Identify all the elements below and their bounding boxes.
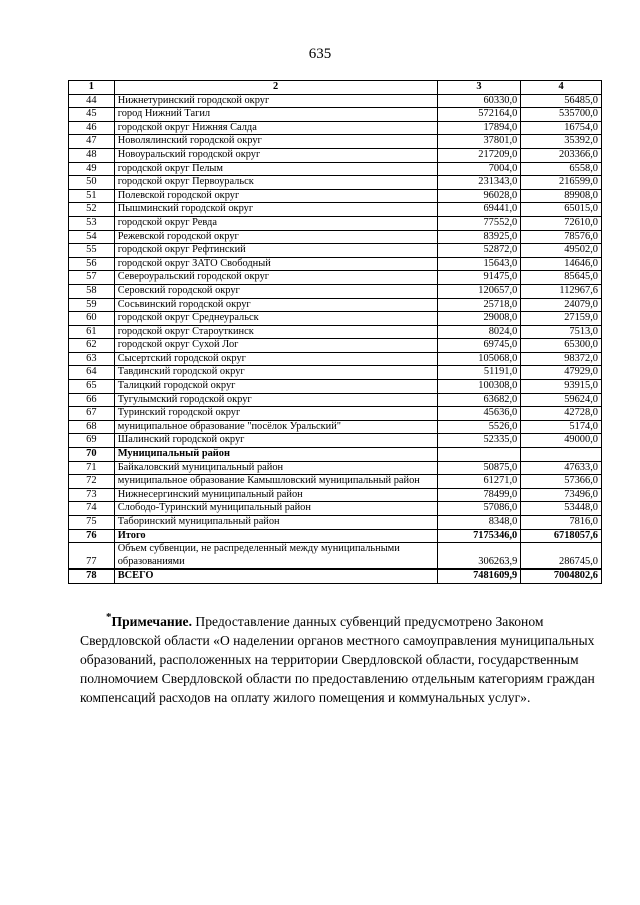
row-value-col3: 57086,0	[437, 502, 521, 516]
footnote-asterisk: *	[106, 611, 112, 624]
row-value-col4: 535700,0	[521, 108, 602, 122]
table-row	[69, 94, 602, 108]
row-value-col3: 69745,0	[437, 339, 521, 353]
row-value-col4: 5174,0	[521, 420, 602, 434]
row-name: Североуральский городской округ	[114, 271, 437, 285]
row-value-col3: 217209,0	[437, 148, 521, 162]
table-row	[69, 189, 602, 203]
row-value-col3: 7004,0	[437, 162, 521, 176]
row-name: городской округ Пелым	[114, 162, 437, 176]
row-name: Слободо-Туринский муниципальный район	[114, 502, 437, 516]
row-value-col3: 63682,0	[437, 393, 521, 407]
row-value-col3: 78499,0	[437, 488, 521, 502]
row-name: Байкаловский муниципальный район	[114, 461, 437, 475]
row-value-col3: 45636,0	[437, 407, 521, 421]
row-name: Нижнетуринский городской округ	[114, 94, 437, 108]
row-name: Шалинский городской округ	[114, 434, 437, 448]
row-value-col4: 57366,0	[521, 475, 602, 489]
row-number: 48	[69, 148, 115, 162]
table-row	[69, 135, 602, 149]
row-number: 64	[69, 366, 115, 380]
row-number: 57	[69, 271, 115, 285]
row-value-col3: 572164,0	[437, 108, 521, 122]
table-row	[69, 121, 602, 135]
row-value-col3: 60330,0	[437, 94, 521, 108]
table-row	[69, 407, 602, 421]
row-value-col3: 50875,0	[437, 461, 521, 475]
row-value-col3: 8024,0	[437, 325, 521, 339]
row-number: 63	[69, 352, 115, 366]
row-value-col4: 53448,0	[521, 502, 602, 516]
row-value-col4: 56485,0	[521, 94, 602, 108]
header-col-4: 4	[521, 81, 602, 95]
row-value-col4: 24079,0	[521, 298, 602, 312]
row-value-col4: 59624,0	[521, 393, 602, 407]
table-row	[69, 312, 602, 326]
header-col-3: 3	[437, 81, 521, 95]
table-row	[69, 257, 602, 271]
row-value-col4: 7004802,6	[521, 569, 602, 583]
row-number: 47	[69, 135, 115, 149]
row-value-col3: 8348,0	[437, 516, 521, 530]
row-number: 60	[69, 312, 115, 326]
row-value-col3: 105068,0	[437, 352, 521, 366]
row-number: 58	[69, 284, 115, 298]
table-row	[69, 244, 602, 258]
row-value-col3: 77552,0	[437, 216, 521, 230]
row-number: 67	[69, 407, 115, 421]
row-value-col3: 306263,9	[437, 543, 521, 570]
row-number: 77	[69, 543, 115, 570]
row-value-col3: 52335,0	[437, 434, 521, 448]
row-name: Новоуральский городской округ	[114, 148, 437, 162]
row-number: 46	[69, 121, 115, 135]
row-number: 52	[69, 203, 115, 217]
row-name: Пышминский городской округ	[114, 203, 437, 217]
table-row	[69, 569, 602, 583]
row-number: 55	[69, 244, 115, 258]
row-name: городской округ ЗАТО Свободный	[114, 257, 437, 271]
row-number: 69	[69, 434, 115, 448]
row-name: Таборинский муниципальный район	[114, 516, 437, 530]
table-row	[69, 325, 602, 339]
row-number: 72	[69, 475, 115, 489]
row-value-col3: 7175346,0	[437, 529, 521, 543]
row-value-col3	[437, 448, 521, 462]
table-row	[69, 380, 602, 394]
row-name: Тугулымский городской округ	[114, 393, 437, 407]
row-number: 62	[69, 339, 115, 353]
table-row	[69, 352, 602, 366]
row-name: муниципальное образование "посёлок Уральский"	[114, 420, 437, 434]
row-value-col3: 83925,0	[437, 230, 521, 244]
table-row	[69, 271, 602, 285]
row-number: 44	[69, 94, 115, 108]
table-row	[69, 502, 602, 516]
row-value-col3: 15643,0	[437, 257, 521, 271]
row-number: 61	[69, 325, 115, 339]
table-row	[69, 366, 602, 380]
row-number: 50	[69, 176, 115, 190]
row-name: ВСЕГО	[114, 569, 437, 583]
row-value-col3: 120657,0	[437, 284, 521, 298]
row-value-col4: 7816,0	[521, 516, 602, 530]
row-value-col3: 52872,0	[437, 244, 521, 258]
row-name: городской округ Среднеуральск	[114, 312, 437, 326]
row-value-col4: 16754,0	[521, 121, 602, 135]
row-number: 70	[69, 448, 115, 462]
row-name: муниципальное образование Камышловский муниципальный район	[114, 475, 437, 489]
row-value-col4: 35392,0	[521, 135, 602, 149]
row-value-col4: 286745,0	[521, 543, 602, 570]
page-number: 635	[308, 46, 332, 62]
row-value-col4: 27159,0	[521, 312, 602, 326]
table-row	[69, 434, 602, 448]
row-value-col3: 91475,0	[437, 271, 521, 285]
row-number: 71	[69, 461, 115, 475]
row-value-col3: 25718,0	[437, 298, 521, 312]
row-value-col4: 72610,0	[521, 216, 602, 230]
table-row	[69, 148, 602, 162]
row-name: Полевской городской округ	[114, 189, 437, 203]
row-value-col4: 49000,0	[521, 434, 602, 448]
row-value-col4: 216599,0	[521, 176, 602, 190]
row-name: городской округ Сухой Лог	[114, 339, 437, 353]
row-value-col3: 69441,0	[437, 203, 521, 217]
table-row	[69, 516, 602, 530]
row-name: Итого	[114, 529, 437, 543]
row-number: 76	[69, 529, 115, 543]
row-number: 66	[69, 393, 115, 407]
table-row	[69, 529, 602, 543]
row-value-col4: 49502,0	[521, 244, 602, 258]
row-value-col4: 47929,0	[521, 366, 602, 380]
row-number: 49	[69, 162, 115, 176]
row-value-col4: 6558,0	[521, 162, 602, 176]
row-value-col3: 29008,0	[437, 312, 521, 326]
table-row	[69, 298, 602, 312]
table-row	[69, 448, 602, 462]
row-number: 51	[69, 189, 115, 203]
row-number: 78	[69, 569, 115, 583]
row-number: 54	[69, 230, 115, 244]
table-row	[69, 108, 602, 122]
row-value-col4	[521, 448, 602, 462]
row-value-col3: 5526,0	[437, 420, 521, 434]
row-value-col3: 37801,0	[437, 135, 521, 149]
row-name: город Нижний Тагил	[114, 108, 437, 122]
row-number: 68	[69, 420, 115, 434]
row-value-col4: 203366,0	[521, 148, 602, 162]
table-row	[69, 475, 602, 489]
row-value-col4: 65015,0	[521, 203, 602, 217]
table-body	[69, 94, 602, 583]
row-name: городской округ Ревда	[114, 216, 437, 230]
row-name: городской округ Первоуральск	[114, 176, 437, 190]
row-value-col4: 93915,0	[521, 380, 602, 394]
row-value-col4: 7513,0	[521, 325, 602, 339]
table-row	[69, 339, 602, 353]
table-row	[69, 461, 602, 475]
row-value-col4: 42728,0	[521, 407, 602, 421]
row-name: Серовский городской округ	[114, 284, 437, 298]
row-number: 59	[69, 298, 115, 312]
row-value-col3: 96028,0	[437, 189, 521, 203]
footnote-label: Примечание.	[111, 614, 192, 629]
header-col-2: 2	[114, 81, 437, 95]
row-name: Объем субвенции, не распределенный между муниципальными образованиями	[114, 543, 437, 570]
row-name: Сысертский городской округ	[114, 352, 437, 366]
row-value-col4: 6718057,6	[521, 529, 602, 543]
table-row	[69, 230, 602, 244]
table-row	[69, 543, 602, 570]
row-number: 75	[69, 516, 115, 530]
table-row	[69, 393, 602, 407]
row-value-col4: 73496,0	[521, 488, 602, 502]
row-name: Новолялинский городской округ	[114, 135, 437, 149]
row-name: Сосьвинский городской округ	[114, 298, 437, 312]
row-number: 53	[69, 216, 115, 230]
row-name: Талицкий городской округ	[114, 380, 437, 394]
row-value-col3: 7481609,9	[437, 569, 521, 583]
table-row	[69, 488, 602, 502]
row-value-col3: 100308,0	[437, 380, 521, 394]
subvention-table	[68, 80, 602, 584]
table-row	[69, 176, 602, 190]
row-number: 74	[69, 502, 115, 516]
row-number: 73	[69, 488, 115, 502]
table-header-row	[69, 81, 602, 95]
table-row	[69, 420, 602, 434]
row-value-col4: 98372,0	[521, 352, 602, 366]
row-value-col4: 65300,0	[521, 339, 602, 353]
row-name: Туринский городской округ	[114, 407, 437, 421]
row-value-col3: 231343,0	[437, 176, 521, 190]
table-row	[69, 203, 602, 217]
row-name: городской округ Нижняя Салда	[114, 121, 437, 135]
row-name: городской округ Староуткинск	[114, 325, 437, 339]
footnote	[80, 612, 610, 707]
table-row	[69, 162, 602, 176]
row-value-col4: 14646,0	[521, 257, 602, 271]
row-name: Нижнесергинский муниципальный район	[114, 488, 437, 502]
row-value-col3: 51191,0	[437, 366, 521, 380]
row-name: Режевской городской округ	[114, 230, 437, 244]
row-number: 65	[69, 380, 115, 394]
row-value-col4: 89908,0	[521, 189, 602, 203]
row-value-col3: 17894,0	[437, 121, 521, 135]
table-row	[69, 284, 602, 298]
footnote-text: Предоставление данных субвенций предусмотрено Законом Свердловской области «О наделении органов местного самоуправления муниципальных образований, расположенных на территории Свердловской области, государственным полномочием Свердловской области по предоставлению отдельным категориям граждан компенсаций расходов на оплату жилого помещения и коммунальных услуг».	[80, 614, 595, 705]
row-number: 45	[69, 108, 115, 122]
row-value-col4: 47633,0	[521, 461, 602, 475]
row-number: 56	[69, 257, 115, 271]
row-value-col4: 78576,0	[521, 230, 602, 244]
row-name: городской округ Рефтинский	[114, 244, 437, 258]
row-name: Муниципальный район	[114, 448, 437, 462]
row-name: Тавдинский городской округ	[114, 366, 437, 380]
header-col-1: 1	[69, 81, 115, 95]
row-value-col3: 61271,0	[437, 475, 521, 489]
row-value-col4: 85645,0	[521, 271, 602, 285]
row-value-col4: 112967,6	[521, 284, 602, 298]
table-row	[69, 216, 602, 230]
